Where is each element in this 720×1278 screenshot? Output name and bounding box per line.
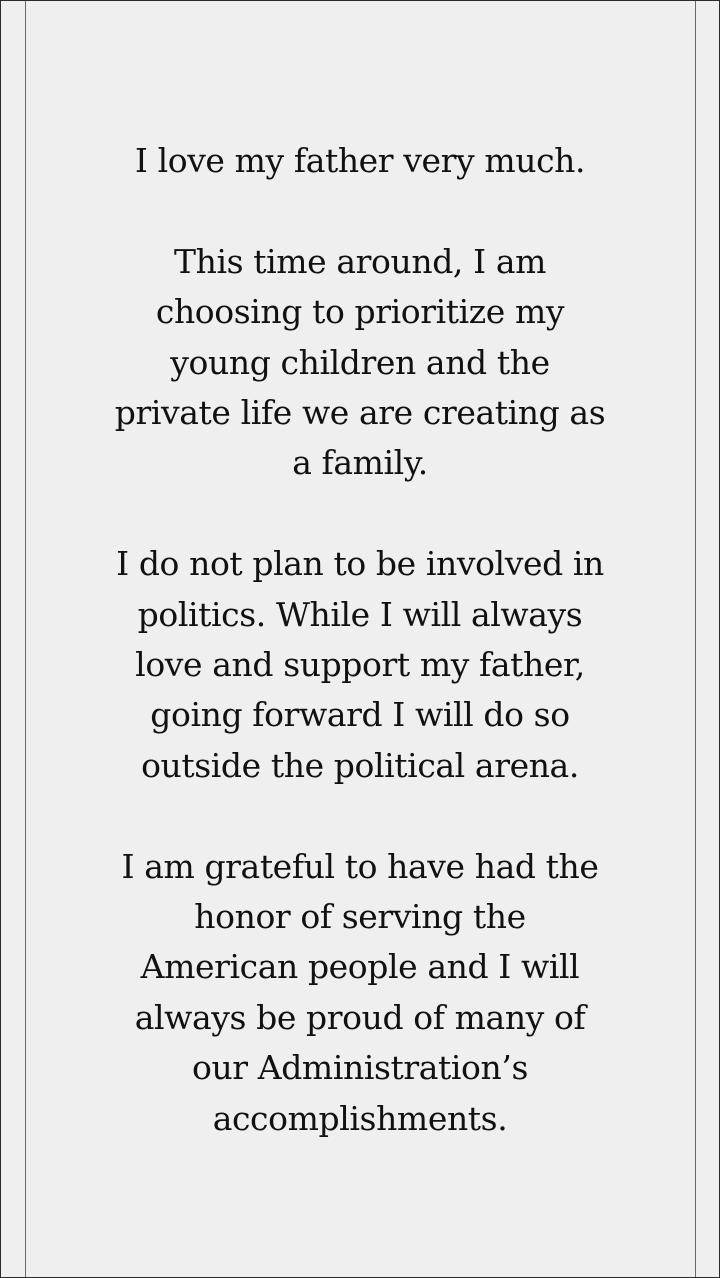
- paragraph-gratitude: I am grateful to have had the honor of serving the American people and I will always be proud of many of our Administration’s accomplishments.: [121, 846, 599, 1138]
- paragraph-priorities: This time around, I am choosing to prioritize my young children and the private life we are creating as a family.: [114, 241, 606, 483]
- paragraph-politics: I do not plan to be involved in politics. While I will always love and support my father, going forward I will do so outside the political arena.: [116, 544, 604, 785]
- paragraph-love: I love my father very much.: [134, 141, 586, 180]
- statement-text: [51, 136, 669, 1144]
- right-border-line: [695, 1, 696, 1277]
- left-border-line: [25, 1, 26, 1277]
